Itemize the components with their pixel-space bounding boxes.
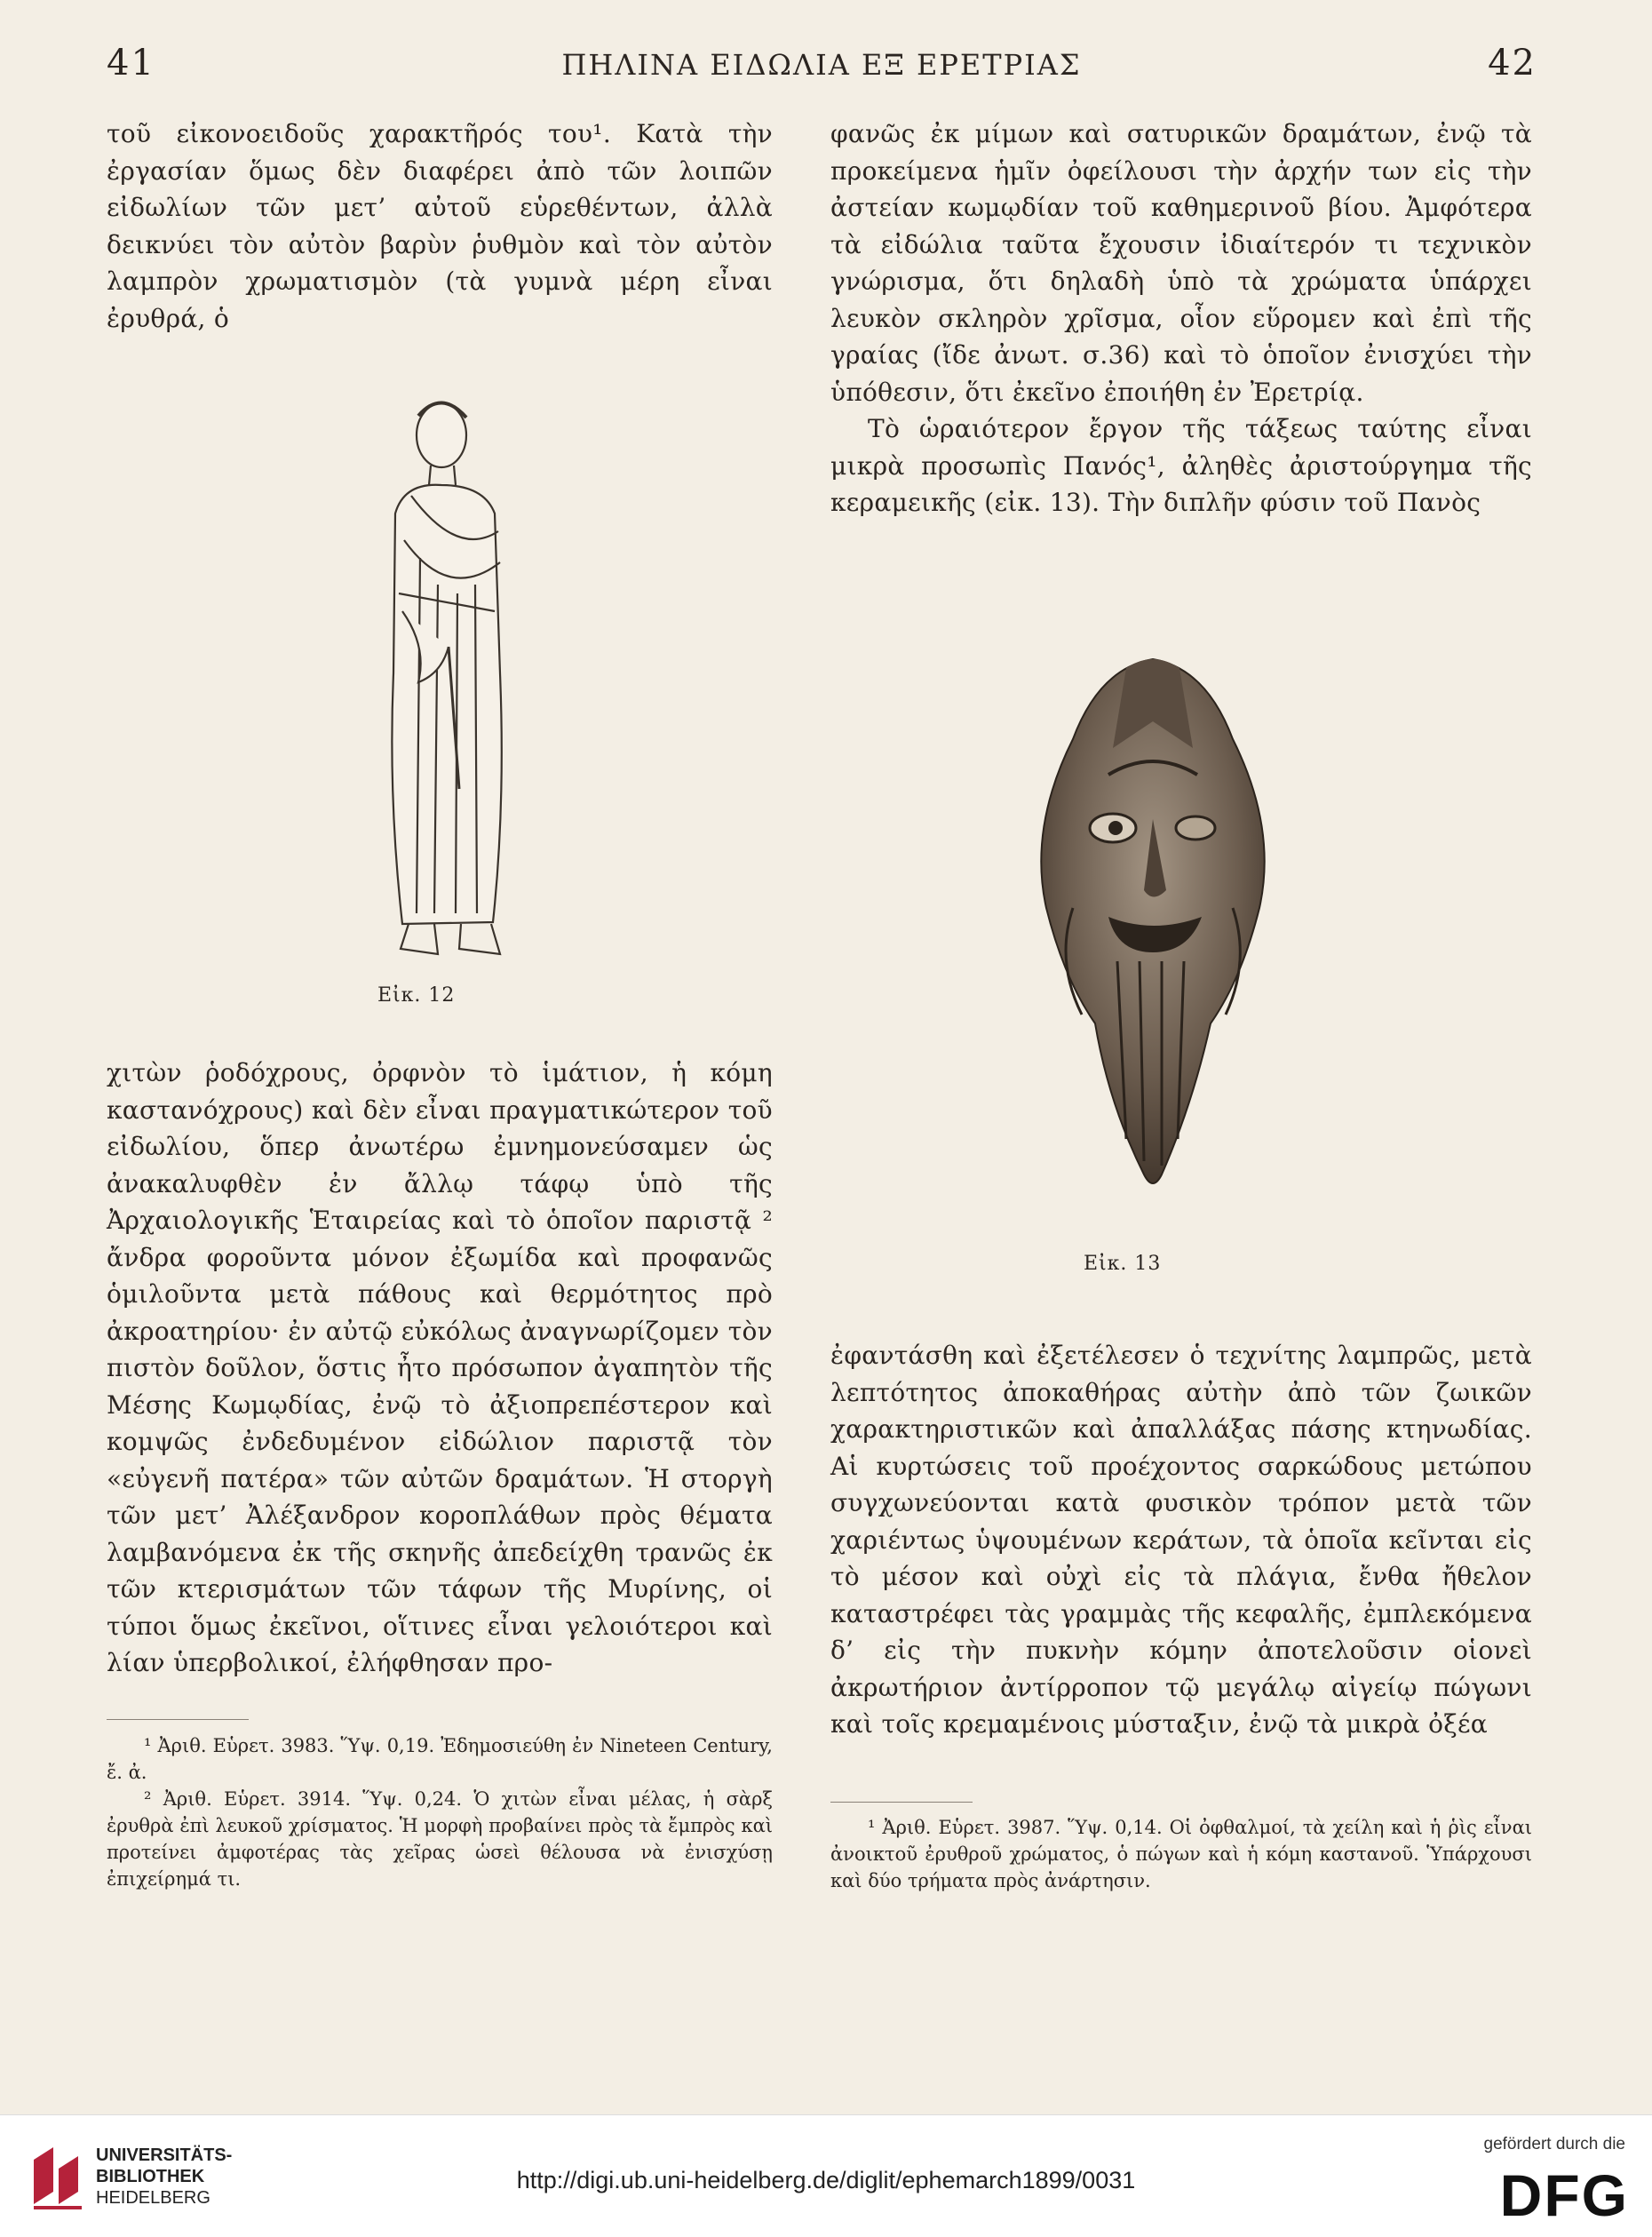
right-footnotes [830,1814,1532,1894]
permalink-url[interactable]: http://digi.ub.uni-heidelberg.de/diglit/ephemarch1899/0031 [516,2167,1136,2193]
figure-12-image [342,380,546,975]
library-line-2: BIBLIOTHEK [96,2167,205,2186]
right-column-main-text [830,1337,1532,1743]
library-line-1: UNIVERSITÄTS- [96,2145,233,2165]
digitization-footer [0,2114,1652,2237]
standing-draped-figure-icon [342,380,546,975]
left-footnote-1: ¹ Ἀριθ. Εὑρετ. 3983. Ὕψ. 0,19. Ἐδημοσιεύθη ἐν Nineteen Century, ἔ. ἀ. [107,1735,773,1783]
figure-13-image [1020,641,1286,1201]
footnote-divider-right [830,1802,973,1803]
left-column-main-text [107,1055,773,1682]
pan-mask-icon [1020,641,1286,1201]
left-column-top-text [107,115,773,337]
figure-13-caption: Εἰκ. 13 [1084,1253,1162,1275]
page-number-right: 42 [1488,43,1537,84]
right-top-paragraph: φανῶς ἐκ μίμων καὶ σατυρικῶν δραμάτων, ἐνῷ τὰ προκείμενα ἡμῖν ὀφείλουσι τὴν ἀρχήν των εἰς τὴν ἀστείαν κωμῳδίαν τοῦ καθημερινοῦ βίου. Ἀμφότερα τὰ εἰδώλια ταῦτα ἔχουσιν ἰδιαίτερόν τι τεχνικὸν γνώρισμα, ὅτι δηλαδὴ ὑπὸ τὰ χρώματα ὑπάρχει λευκὸν σκληρὸν χρῖσμα, οἷον εὕρομεν καὶ ἐπὶ τῆς γραίας (ἴδε ἀνωτ. σ.36) καὶ τὸ ὁποῖον ἐνισχύει τὴν ὑπόθεσιν, ὅτι ἐκεῖνο ἐποιήθη ἐν Ἐρετρίᾳ. [830,119,1532,407]
right-footnote-1: ¹ Ἀριθ. Εὑρετ. 3987. Ὕψ. 0,14. Οἱ ὀφθαλμοί, τὰ χείλη καὶ ἡ ῥὶς εἶναι ἀνοικτοῦ ἐρυθροῦ χρώματος, ὁ πώγων καὶ ἡ κόμη καστανοῦ. Ὑπάρχουσι καὶ δύο τρήματα πρὸς ἀνάρτησιν. [830,1817,1532,1891]
left-footnote-2: ² Ἀριθ. Εὑρετ. 3914. Ὕψ. 0,24. Ὁ χιτὼν εἶναι μέλας, ἡ σὰρξ ἐρυθρὰ ἐπὶ λευκοῦ χρίσματος. Ἡ μορφὴ προβαίνει πρὸς τὰ ἔμπρὸς καὶ προτείνει ἀμφοτέρας τὰς χεῖρας ὡσεὶ θέλουσα νὰ ἐνισχύσῃ ἐπιχείρημά τι. [107,1788,773,1890]
right-second-paragraph: Τὸ ὡραιότερον ἔργον τῆς τάξεως ταύτης εἶναι μικρὰ προσωπὶς Πανός¹, ἀληθὲς ἀριστούργημα τῆς κεραμεικῆς (εἰκ. 13). Τὴν διπλῆν φύσιν τοῦ Πανὸς [830,414,1532,517]
running-header [107,43,1537,96]
funding-label: gefördert durch die [1483,2135,1625,2153]
right-main-paragraph: ἐφαντάσθη καὶ ἐξετέλεσεν ὁ τεχνίτης λαμπρῶς, μετὰ λεπτότητος ἀποκαθήρας αὐτὴν ἀπὸ τῶν ζωικῶν χαρακτηριστικῶν καὶ ἀπαλλάξας πάσης κτηνωδίας. Αἱ κυρτώσεις τοῦ προέχοντος σαρκώδους μετώπου συγχωνεύονται κατὰ φυσικὸν τρόπον μετὰ τῶν χαριέντως ὑψουμένων κεράτων, τὰ ὁποῖα κεῖνται εἰς τὸ μέσον καὶ οὐχὶ εἰς τὰ πλάγια, ἔνθα ἤθελον καταστρέφει τὰς γραμμὰς τῆς κεφαλῆς, ἐμπλεκόμενα δ’ εἰς τὴν πυκνὴν κόμην ἀποτελοῦσιν οἱονεὶ ἀκρωτήριον ἀντίρροπον τῷ μεγάλῳ αἰγείῳ πώγωνι καὶ τοῖς κρεμαμένοις μύσταξιν, ἐνῷ τὰ μικρὰ ὀξέα [830,1341,1532,1739]
footnote-divider-left [107,1719,249,1720]
library-line-3: HEIDELBERG [96,2188,210,2208]
left-footnotes [107,1732,773,1892]
figure-12-caption: Εἰκ. 12 [377,984,456,1007]
right-column-top-text [830,115,1532,521]
dfg-logo: DFG [1499,2162,1629,2228]
left-top-paragraph: τοῦ εἰκονοειδοῦς χαρακτῆρός του¹. Κατὰ τὴν ἐργασίαν ὅμως δὲν διαφέρει ἀπὸ τῶν λοιπῶν εἰδωλίων τῶν μετ’ αὐτοῦ εὑρεθέντων, ἀλλὰ δεικνύει τὸν αὐτὸν βαρὺν ῥυθμὸν καὶ τὸν αὐτὸν λαμπρὸν χρωματισμὸν (τὰ γυμνὰ μέρη εἶναι ἐρυθρά, ὁ [107,119,773,333]
running-title: ΠΗΛΙΝΑ ΕΙΔΩΛΙΑ ΕΞ ΕΡΕΤΡΙΑΣ [561,48,1082,82]
left-main-paragraph: χιτὼν ῥοδόχρους, ὀρφνὸν τὸ ἱμάτιον, ἡ κόμη καστανόχρους) καὶ δὲν εἶναι πραγματικώτερον τοῦ εἰδωλίου, ὅπερ ἀνωτέρω ἐμνημονεύσαμεν ὡς ἀνακαλυφθὲν ἐν ἄλλῳ τάφῳ ὑπὸ τῆς Ἀρχαιολογικῆς Ἑταιρείας καὶ τὸ ὁποῖον παριστᾷ ² ἄνδρα φοροῦντα μόνον ἐξωμίδα καὶ προφανῶς ὁμιλοῦντα μετὰ πάθους καὶ θερμότητος πρὸ ἀκροατηρίου· ἐν αὐτῷ εὐκόλως ἀναγνωρίζομεν τὸν πιστὸν δοῦλον, ὅστις ἦτο πρόσωπον ἀγαπητὸν τῆς Μέσης Κωμῳδίας, ἐνῷ τὸ ἀξιοπρεπέστερον καὶ κομψῶς ἐνδεδυμένον εἰδώλιον παριστᾷ τὸν «εὐγενῆ πατέρα» τῶν αὐτῶν δραμάτων. Ἡ στοργὴ τῶν μετ’ Ἀλέξανδρον κοροπλάθων πρὸς θέματα λαμβανόμενα ἐκ τῆς σκηνῆς ἀπεδείχθη τρανῶς ἐκ τῶν κτερισμάτων τῶν τάφων τῆς Μυρίνης, οἱ τύποι ὅμως ἐκεῖνοι, οἵτινες εἶναι γελοιότεροι καὶ λίαν ὑπερβολικοί, ἐλήφθησαν προ- [107,1058,773,1677]
page-number-left: 41 [107,43,155,84]
